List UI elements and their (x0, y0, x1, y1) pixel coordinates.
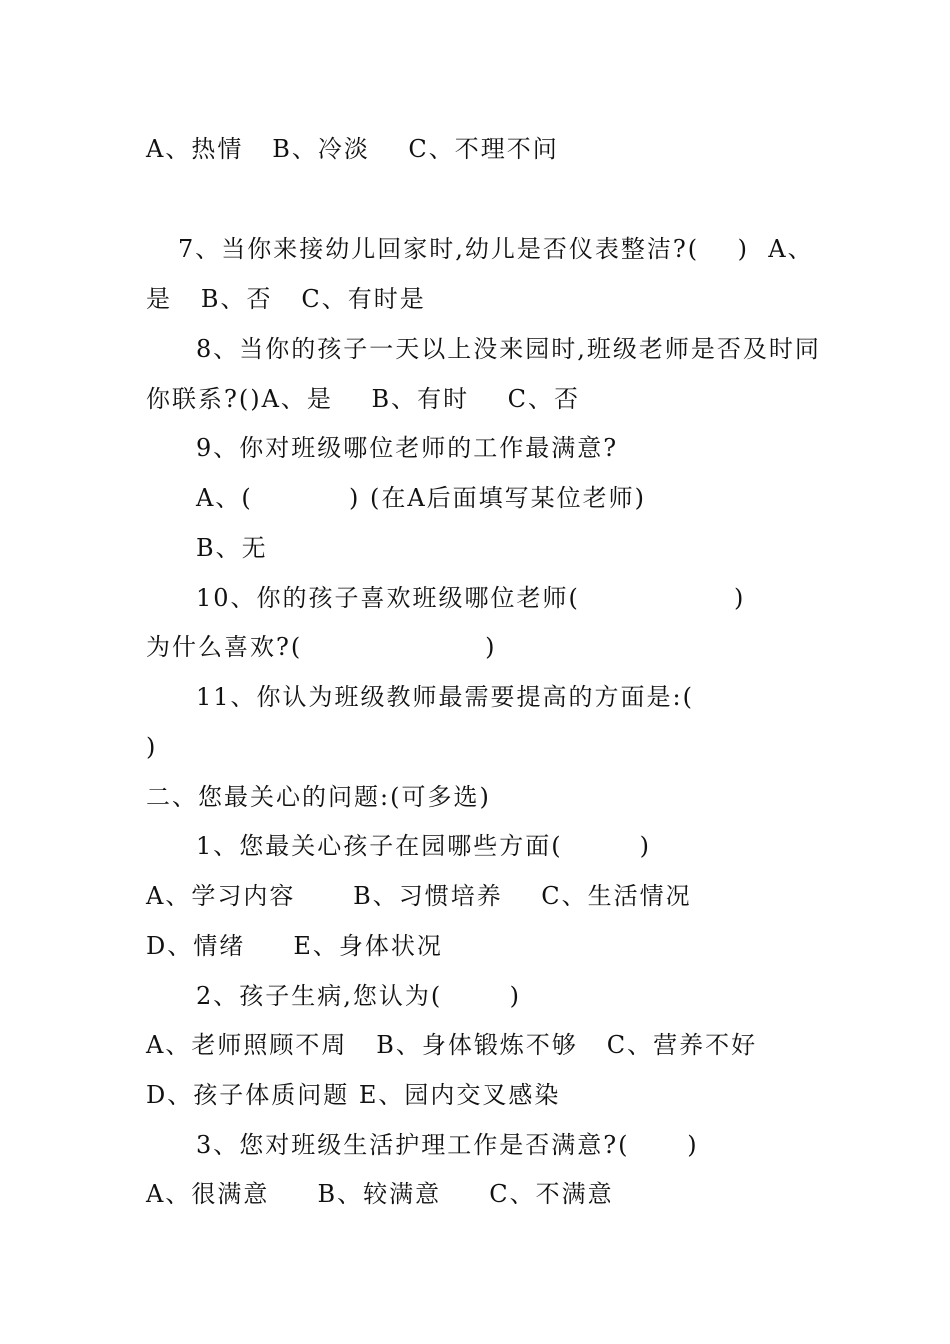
q10-line-2: 为什么喜欢?( ) (146, 633, 497, 661)
q10-line-1: 10、你的孩子喜欢班级哪位老师( ) (196, 584, 746, 612)
section-2-heading: 二、您最关心的问题:(可多选) (146, 783, 491, 811)
s2-q1-question: 1、您最关心孩子在园哪些方面( ) (196, 832, 652, 860)
s2-q2-options-2: D、孩子体质问题 E、园内交叉感染 (146, 1081, 561, 1109)
s2-q2-options-1: A、老师照顾不周 B、身体锻炼不够 C、营养不好 (146, 1031, 758, 1059)
s2-q1-options-2: D、情绪 E、身体状况 (146, 932, 443, 960)
s2-q3-question: 3、您对班级生活护理工作是否满意?( ) (196, 1131, 699, 1159)
q9-option-b: B、无 (196, 534, 268, 562)
s2-q1-options-1: A、学习内容 B、习惯培养 C、生活情况 (146, 882, 692, 910)
q9-question: 9、你对班级哪位老师的工作最满意? (196, 434, 619, 462)
q11-line-2: ) (146, 733, 158, 761)
q11-line-1: 11、你认为班级教师最需要提高的方面是:( (196, 683, 694, 711)
q6-options: A、热情 B、冷淡 C、不理不问 (146, 135, 559, 163)
q8-line-1: 8、当你的孩子一天以上没来园时,班级老师是否及时同 (196, 335, 821, 363)
s2-q3-options: A、很满意 B、较满意 C、不满意 (146, 1180, 614, 1208)
q7-line-1: 7、当你来接幼儿回家时,幼儿是否仪表整洁?( ) A、 (178, 235, 814, 263)
q9-option-a: A、( ) (在A后面填写某位老师) (196, 484, 647, 512)
s2-q2-question: 2、孩子生病,您认为( ) (196, 982, 522, 1010)
q7-line-2: 是 B、否 C、有时是 (146, 285, 426, 313)
q8-line-2: 你联系?()A、是 B、有时 C、否 (146, 385, 580, 413)
